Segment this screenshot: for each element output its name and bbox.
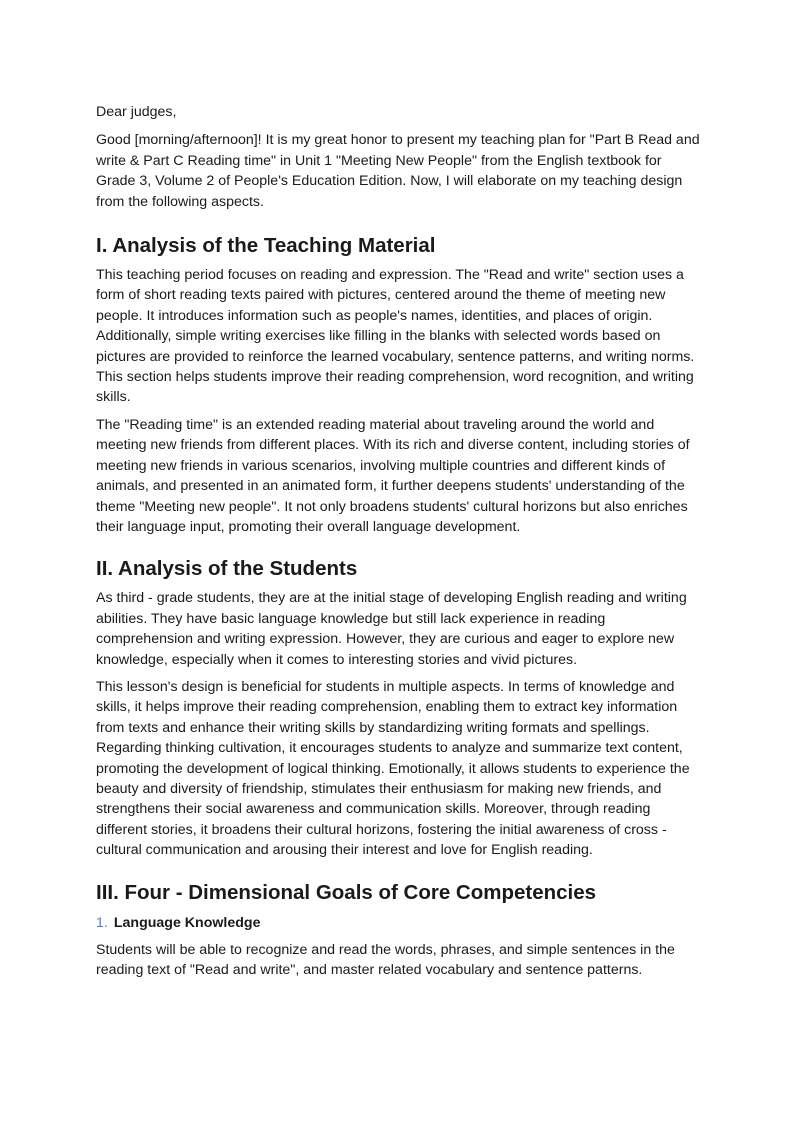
subsection-heading <box>96 913 700 933</box>
paragraph: This teaching period focuses on reading and expression. The "Read and write" section uses a form of short reading texts paired with pictures, centered around the theme of meeting new people. It introduces information such as people's names, identities, and places of origin. Additionally, simple writing exercises like filling in the blanks with selected words based on pictures are provided to reinforce the learned vocabulary, sentence patterns, and writing norms. This section helps students improve their reading comprehension, word recognition, and writing skills. <box>96 267 695 406</box>
section-heading-core-competencies: III. Four - Dimensional Goals of Core Competencies <box>96 880 597 904</box>
paragraph: As third - grade students, they are at the initial stage of developing English reading and writing abilities. They have basic language knowledge but still lack experience in reading comprehension and writing expression. However, they are curious and eager to explore new knowledge, especially when it comes to interesting stories and vivid pictures. <box>96 590 687 668</box>
document-page <box>96 102 700 987</box>
list-number: 1. <box>96 914 108 931</box>
intro-paragraph: Good [morning/afternoon]! It is my great honor to present my teaching plan for "Part B Read and write & Part C Reading time" in Unit 1 "Meeting New People" from the English textbook for Grade 3, Volume 2 of People's Education Edition. Now, I will elaborate on my teaching design from the following aspects. <box>96 132 700 210</box>
paragraph: This lesson's design is beneficial for students in multiple aspects. In terms of knowledge and skills, it helps improve their reading comprehension, enabling them to extract key information from texts and enhance their writing skills by standardizing writing formats and spellings. Regarding thinking cultivation, it encourages students to analyze and summarize text content, promoting the development of logical thinking. Emotionally, it allows students to experience the beauty and diversity of friendship, stimulates their enthusiasm for making new friends, and strengthens their social awareness and communication skills. Moreover, through reading different stories, it broadens their cultural horizons, fostering the initial awareness of cross - cultural communication and arousing their interest and love for English reading. <box>96 678 690 859</box>
subsection-title: Language Knowledge <box>113 914 261 931</box>
paragraph: Students will be able to recognize and read the words, phrases, and simple sentences in the reading text of "Read and write", and master related vocabulary and sentence patterns. <box>96 941 675 978</box>
paragraph: The "Reading time" is an extended reading material about traveling around the world and meeting new friends from different places. With its rich and diverse content, including stories of meeting new friends in various scenarios, involving multiple countries and different kinds of animals, and presented in an animated form, it further deepens students' understanding of the theme "Meeting new people". It not only broadens students' cultural horizons but also enriches their language input, promoting their overall language development. <box>96 416 690 535</box>
section-heading-teaching-material: I. Analysis of the Teaching Material <box>96 234 436 258</box>
greeting: Dear judges, <box>96 104 177 120</box>
section-heading-students: II. Analysis of the Students <box>96 557 358 581</box>
